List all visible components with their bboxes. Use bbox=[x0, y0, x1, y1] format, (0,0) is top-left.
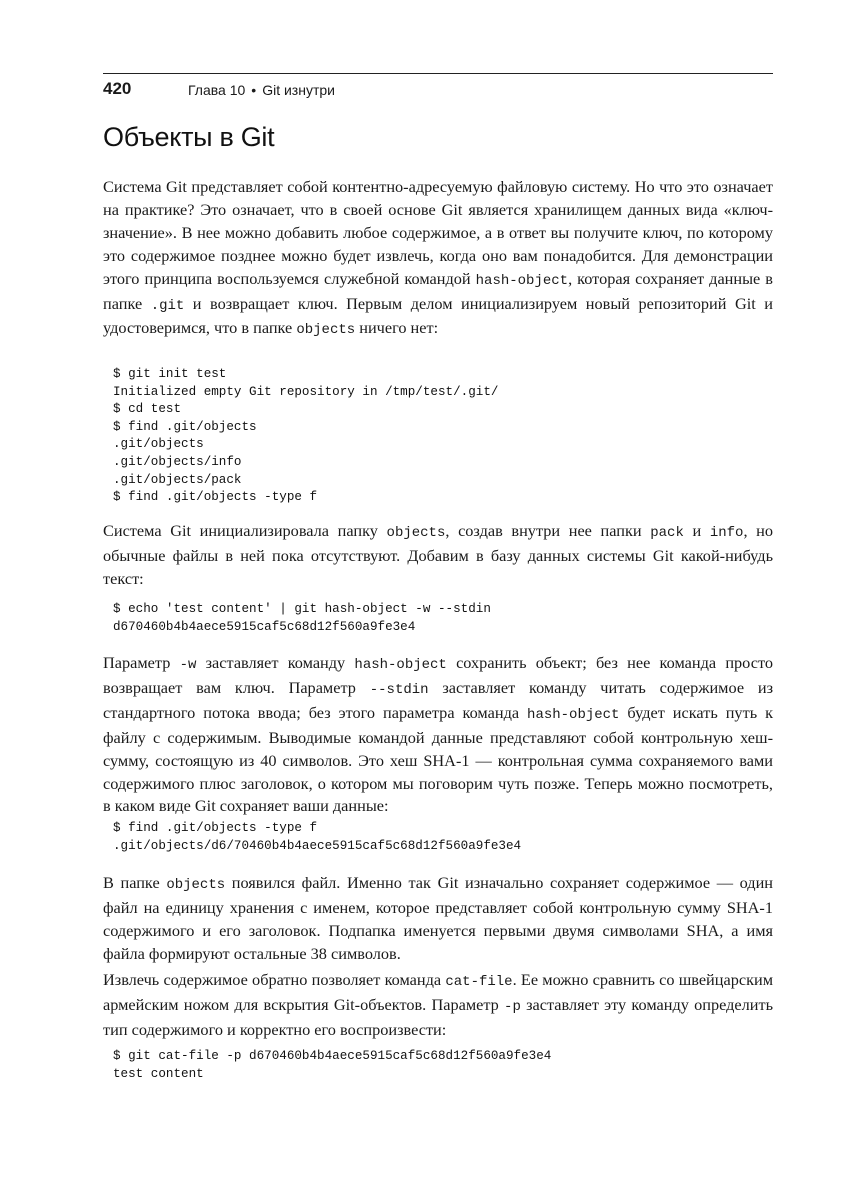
text-run: заставляет команду bbox=[196, 653, 355, 672]
inline-code: hash-object bbox=[527, 706, 620, 723]
chapter-title: Git изнутри bbox=[262, 82, 335, 98]
running-head bbox=[188, 82, 335, 98]
inline-code: objects bbox=[386, 525, 446, 541]
paragraph-intro bbox=[103, 176, 773, 342]
bullet-separator: • bbox=[251, 82, 257, 98]
inline-code: objects bbox=[166, 877, 226, 893]
code-block-cat-file: $ git cat-file -p d670460b4b4aece5915caf5c68d12f560a9fe3e4 test content bbox=[113, 1049, 552, 1081]
inline-code: hash-object bbox=[354, 657, 447, 673]
code-block-init: $ git init test Initialized empty Git repository in /tmp/test/.git/ $ cd test $ find .git/objects .git/objects .git/objects/info .git/objects/pack $ find .git/objects -type f bbox=[113, 367, 499, 505]
text-run: . Ее можно сравнить со швейцарским армейским ножом для вскрытия Git-объектов. Параметр bbox=[103, 970, 773, 1014]
code-block-hash-object: $ echo 'test content' | git hash-object -w --stdin d670460b4b4aece5915caf5c68d12f560a9fe3e4 bbox=[113, 602, 491, 634]
text-run: , создав внутри нее папки bbox=[445, 521, 651, 540]
text-run: заставляет команду читать содержимое из стандартного потока ввода; без этого параметра команда bbox=[103, 677, 774, 722]
text-run: будет искать путь к файлу с содержимым. Выводимые командой данные представляют собой контрольную хеш-сумму, состоящую из 40 символов. Это хеш SHA-1 — контрольная сумма сохраняемого вами содержимого плюс заголовок, о котором мы поговорим чуть позже. Теперь можно посмотреть, в каком виде Git сохраняет ваши данные: bbox=[103, 702, 773, 816]
inline-code: -p bbox=[504, 998, 521, 1015]
text-run: ничего нет: bbox=[355, 318, 439, 338]
text-run: и возвращает ключ. Первым делом инициализируем новый репозиторий Git и удостоверимся, что в папке bbox=[103, 293, 773, 338]
text-run: В папке bbox=[103, 873, 167, 892]
chapter-label: Глава 10 bbox=[188, 82, 246, 98]
inline-code: .git bbox=[150, 297, 185, 314]
inline-code: cat-file bbox=[445, 974, 513, 990]
inline-code: objects bbox=[296, 322, 356, 339]
code-block-find: $ find .git/objects -type f .git/objects/d6/70460b4b4aece5915caf5c68d12f560a9fe3e4 bbox=[113, 821, 522, 853]
text-run: Извлечь содержимое обратно позволяет команда bbox=[103, 970, 446, 989]
text-run: Параметр bbox=[103, 653, 180, 672]
section-title: Объекты в Git bbox=[103, 122, 275, 152]
paragraph-params bbox=[103, 652, 773, 818]
text-run: сохранить объект; без нее команда просто возвращает вам ключ. Параметр bbox=[103, 653, 773, 697]
inline-code: hash-object bbox=[475, 272, 569, 289]
paragraph-cat-file bbox=[103, 969, 773, 1042]
text-run: Система Git представляет собой контентно-адресуемую файловую систему. Но что это означает на практике? Это означает, что в своей основе Git является хранилищем данных вида «ключ-значение». В нее можно добавить любое содержимое, а в ответ вы получите ключ, по которому это содержимое позднее можно будет извлечь, когда оно вам понадобится. Для демонстрации этого принципа воспользуемся служебной командой bbox=[103, 177, 773, 288]
inline-code: -w bbox=[179, 657, 197, 673]
inline-code: --stdin bbox=[369, 681, 429, 698]
text-run: Система Git инициализировала папку bbox=[103, 521, 387, 540]
text-run: и bbox=[683, 521, 710, 540]
text-run: заставляет эту команду определить тип содержимого и корректно его воспроизвести: bbox=[103, 994, 774, 1039]
paragraph-file-appeared bbox=[103, 872, 773, 966]
header-rule bbox=[103, 73, 773, 74]
text-run: появился файл. Именно так Git изначально сохраняет содержимое — один файл на единицу хранения с именем, которое представляет собой контрольную сумму SHA-1 содержимого и его заголовок. Подпапка именуется первыми двумя символами SHA, а имя файла формируют остальные 38 символов. bbox=[103, 873, 774, 963]
page-number: 420 bbox=[103, 79, 132, 98]
text-run: , но обычные файлы в ней пока отсутствуют. Добавим в базу данных системы Git какой-нибудь текст: bbox=[103, 521, 773, 588]
inline-code: info bbox=[709, 525, 744, 541]
paragraph-objects bbox=[103, 520, 773, 591]
running-header bbox=[103, 79, 773, 101]
inline-code: pack bbox=[650, 525, 684, 541]
text-run: , которая сохраняет данные в папке bbox=[103, 268, 773, 313]
